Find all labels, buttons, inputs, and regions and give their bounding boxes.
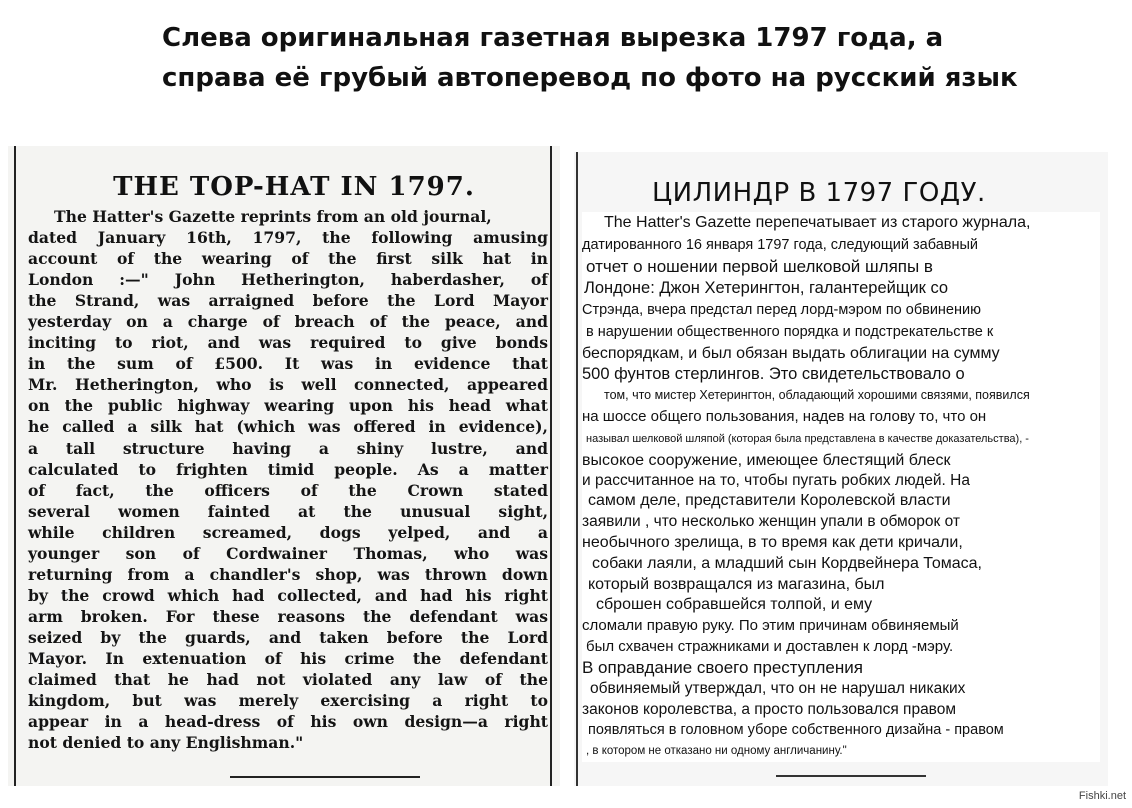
watermark: Fishki.net <box>1078 790 1126 802</box>
translation-line: был схвачен стражниками и доставлен к лорд -мэру. <box>582 636 1100 657</box>
translation-line: и рассчитанное на то, чтобы пугать робких людей. На <box>582 471 1100 491</box>
original-line: London :—" John Hetherington, haberdasher, of <box>28 270 548 290</box>
original-line: account of the wearing of the first silk hat in <box>28 249 548 269</box>
heading-line-2: справа её грубый автоперевод по фото на русский язык <box>162 63 1018 93</box>
translation-line: в нарушении общественного порядка и подстрекательстве к <box>582 321 1100 343</box>
translation-line: самом деле, представители Королевской власти <box>582 491 1100 511</box>
translation-line: на шоссе общего пользования, надев на голову то, что он <box>582 406 1100 428</box>
translation-line: законов королевства, а просто пользовался правом <box>582 699 1100 720</box>
translation-line: , в котором не отказано ни одному англичанину." <box>582 741 1100 762</box>
original-line: yesterday on a charge of breach of the peace, and <box>28 312 548 332</box>
column-rule-right <box>550 146 552 786</box>
translation-line: заявили , что несколько женщин упали в обморок от <box>582 511 1100 532</box>
original-line: on the public highway wearing upon his head what <box>28 396 548 416</box>
original-line: claimed that he had not violated any law of the <box>28 670 548 690</box>
translation-line: The Hatter's Gazette перепечатывает из старого журнала, <box>582 212 1100 234</box>
column-rule-left <box>14 146 16 786</box>
original-line: arm broken. For these reasons the defendant was <box>28 606 548 626</box>
original-line: of fact, the officers of the Crown stated <box>28 480 548 500</box>
translation-line: Стрэнда, вчера предстал перед лорд-мэром по обвинению <box>582 299 1100 321</box>
original-clipping <box>8 146 560 786</box>
translation-line: сброшен собравшейся толпой, и ему <box>582 595 1100 615</box>
translation-line: обвиняемый утверждал, что он не нарушал никаких <box>582 678 1100 699</box>
original-line: Mr. Hetherington, who is well connected, appeared <box>28 375 548 395</box>
translation-article-text <box>582 212 1100 762</box>
translation-line: отчет о ношении первой шелковой шляпы в <box>582 256 1100 278</box>
original-line: while children screamed, dogs yelped, and a <box>28 522 548 542</box>
translation-line: беспорядкам, и был обязан выдать облигации на сумму <box>582 343 1100 364</box>
translation-line: В оправдание своего преступления <box>582 657 1100 678</box>
original-article-text <box>28 206 548 753</box>
original-line: appear in a head-dress of his own design—a right <box>28 712 548 732</box>
translation-line: Лондоне: Джон Хетерингтон, галантерейщик со <box>582 278 1100 299</box>
translation-line: который возвращался из магазина, был <box>582 574 1100 595</box>
original-line: several women fainted at the unusual sight, <box>28 501 548 521</box>
original-line: a tall structure having a shiny lustre, and <box>28 438 548 458</box>
original-line: the Strand, was arraigned before the Lord Mayor <box>28 291 548 311</box>
original-line: kingdom, but was merely exercising a right to <box>28 691 548 711</box>
translation-line: датированного 16 января 1797 года, следующий забавный <box>582 234 1100 256</box>
translation-line: называл шелковой шляпой (которая была представлена в качестве доказательства), - <box>582 428 1100 450</box>
original-line: in the sum of £500. It was in evidence that <box>28 354 548 374</box>
page-heading <box>162 18 1062 98</box>
original-title: THE TOP-HAT IN 1797. <box>113 172 475 202</box>
translation-line: появляться в головном уборе собственного дизайна - правом <box>582 720 1100 741</box>
translation-line: высокое сооружение, имеющее блестящий блеск <box>582 450 1100 471</box>
original-end-rule <box>230 776 420 778</box>
translation-title: ЦИЛИНДР В 1797 ГОДУ. <box>652 178 986 208</box>
translation-line: том, что мистер Хетерингтон, обладающий хорошими связями, появился <box>582 385 1100 406</box>
original-line: not denied to any Englishman." <box>28 733 304 753</box>
original-line: The Hatter's Gazette reprints from an old journal, <box>54 207 492 226</box>
translation-end-rule <box>776 775 926 777</box>
original-line: calculated to frighten timid people. As a matter <box>28 459 548 479</box>
original-line: younger son of Cordwainer Thomas, who was <box>28 543 548 563</box>
translation-clipping <box>574 152 1108 786</box>
original-line: by the crowd which had collected, and had his right <box>28 585 548 605</box>
translation-line: собаки лаяли, а младший сын Кордвейнера Томаса, <box>582 553 1100 574</box>
original-line: he called a silk hat (which was offered in evidence), <box>28 417 548 437</box>
column-rule-left <box>576 152 578 786</box>
original-line: inciting to riot, and was required to give bonds <box>28 333 548 353</box>
translation-line: необычного зрелища, в то время как дети кричали, <box>582 532 1100 553</box>
translation-line: 500 фунтов стерлингов. Это свидетельствовало о <box>582 364 1100 385</box>
original-line: Mayor. In extenuation of his crime the defendant <box>28 648 548 668</box>
original-line: dated January 16th, 1797, the following amusing <box>28 228 548 248</box>
original-line: seized by the guards, and taken before the Lord <box>28 627 548 647</box>
translation-line: сломали правую руку. По этим причинам обвиняемый <box>582 615 1100 636</box>
heading-line-1: Слева оригинальная газетная вырезка 1797 года, а <box>162 23 944 53</box>
original-line: returning from a chandler's shop, was thrown down <box>28 564 548 584</box>
